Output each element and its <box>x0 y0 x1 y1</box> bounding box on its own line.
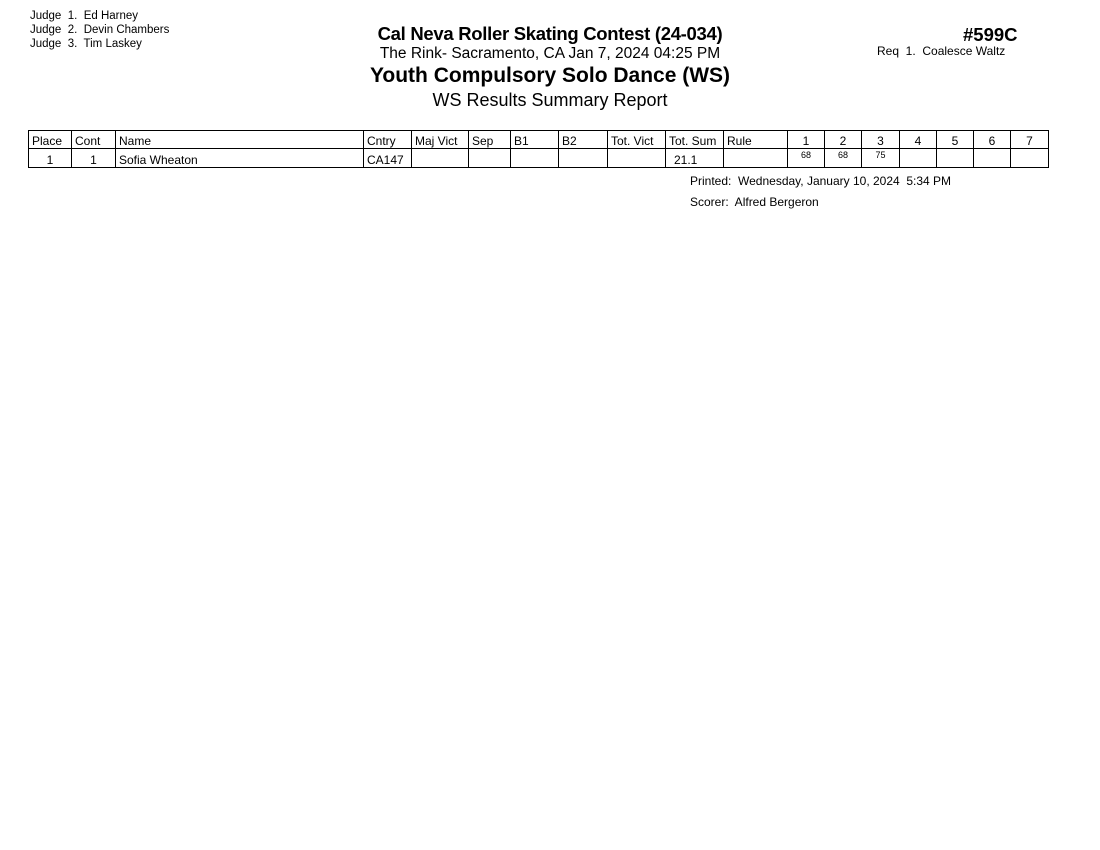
column-header-b1: B1 <box>511 131 559 149</box>
column-header-tot-sum: Tot. Sum <box>666 131 724 149</box>
column-header-cntry: Cntry <box>364 131 412 149</box>
requirement-label: Req 1. Coalesce Waltz <box>877 44 1006 58</box>
printed-timestamp: Printed: Wednesday, January 10, 2024 5:34 PM <box>690 174 952 188</box>
b2-cell <box>559 149 608 168</box>
header-row <box>29 131 1049 149</box>
column-header-rule: Rule <box>724 131 788 149</box>
b1-cell <box>511 149 559 168</box>
judge-line <box>30 23 169 37</box>
event-code: #599C <box>963 24 1018 45</box>
name-cell: Sofia Wheaton <box>116 149 364 168</box>
judge-7-mark <box>1011 149 1049 168</box>
event-title: Youth Compulsory Solo Dance (WS) <box>369 64 731 87</box>
column-header-judge-1: 1 <box>788 131 825 149</box>
place-cell: 1 <box>29 149 72 168</box>
rule-cell <box>724 149 788 168</box>
column-header-b2: B2 <box>559 131 608 149</box>
column-header-maj-vict: Maj Vict <box>412 131 469 149</box>
judge-2-mark: 68 <box>825 149 862 168</box>
judge-name: Tim Laskey <box>83 38 142 50</box>
venue-datetime: The Rink- Sacramento, CA Jan 7, 2024 04:25 PM <box>379 45 721 62</box>
column-header-place: Place <box>29 131 72 149</box>
judge-4-mark <box>900 149 937 168</box>
judge-line <box>30 9 169 23</box>
column-header-judge-7: 7 <box>1011 131 1049 149</box>
column-header-judge-3: 3 <box>862 131 900 149</box>
judge-6-mark <box>974 149 1011 168</box>
judge-line <box>30 37 169 51</box>
column-header-judge-4: 4 <box>900 131 937 149</box>
judge-name: Devin Chambers <box>83 24 170 36</box>
column-header-name: Name <box>116 131 364 149</box>
maj-vict-cell <box>412 149 469 168</box>
report-title: WS Results Summary Report <box>432 90 668 110</box>
contest-title: Cal Neva Roller Skating Contest (24-034) <box>377 23 723 44</box>
table-row <box>29 149 1049 168</box>
judge-label: Judge 1. <box>30 10 78 22</box>
judge-name: Ed Harney <box>83 10 139 22</box>
judge-1-mark: 68 <box>788 149 825 168</box>
column-header-judge-6: 6 <box>974 131 1011 149</box>
judge-list <box>30 9 169 51</box>
judge-3-mark: 75 <box>862 149 900 168</box>
column-header-judge-5: 5 <box>937 131 974 149</box>
judge-label: Judge 3. <box>30 38 78 50</box>
cntry-cell: CA147 <box>364 149 412 168</box>
results-table <box>28 130 1049 168</box>
column-header-cont: Cont <box>72 131 116 149</box>
cont-cell: 1 <box>72 149 116 168</box>
tot-vict-cell <box>608 149 666 168</box>
sep-cell <box>469 149 511 168</box>
column-header-judge-2: 2 <box>825 131 862 149</box>
column-header-sep: Sep <box>469 131 511 149</box>
tot-sum-cell: 21.1 <box>666 149 724 168</box>
judge-5-mark <box>937 149 974 168</box>
scorer-name: Scorer: Alfred Bergeron <box>690 195 819 209</box>
judge-label: Judge 2. <box>30 24 78 36</box>
column-header-tot-vict: Tot. Vict <box>608 131 666 149</box>
